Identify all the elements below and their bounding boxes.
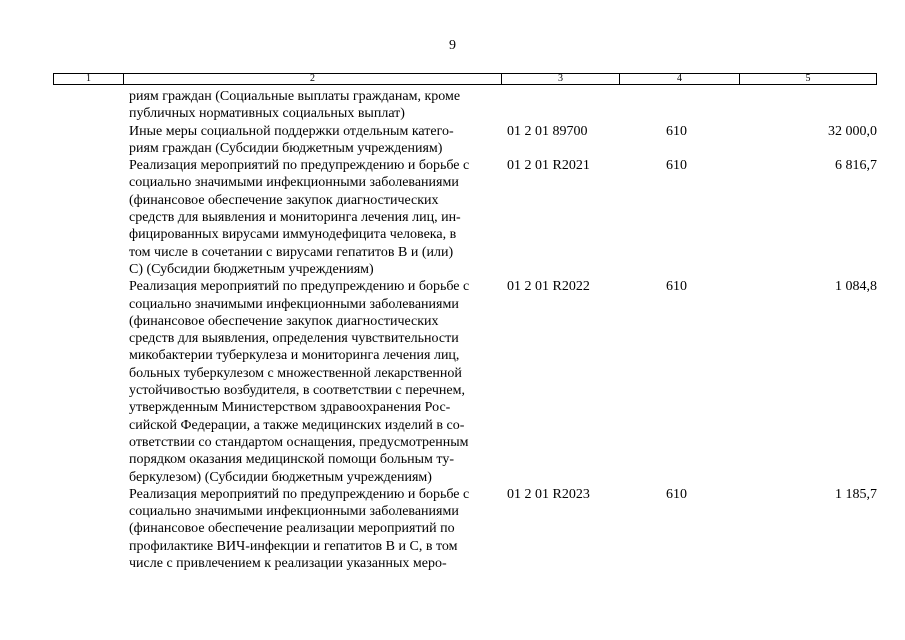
table-row <box>0 486 905 572</box>
description-line: (финансовое обеспечение реализации мероприятий по <box>129 521 455 537</box>
table-header <box>53 73 877 85</box>
description-line: средств для выявления и мониторинга лечения лиц, ин- <box>129 210 461 226</box>
description-line: средств для выявления, определения чувствительности <box>129 331 459 347</box>
row-description <box>129 88 501 123</box>
row-expense-type: 610 <box>666 123 687 139</box>
description-line: профилактике ВИЧ-инфекции и гепатитов В и С, в том <box>129 538 458 554</box>
description-line: микобактерии туберкулеза и мониторинга лечения лиц, <box>129 348 460 364</box>
row-amount: 6 816,7 <box>835 158 877 174</box>
description-line: устойчивостью возбудителя, в соответствии с перечнем, <box>129 383 465 399</box>
row-amount: 1 084,8 <box>835 279 877 295</box>
row-code: 01 2 01 R2021 <box>507 158 590 174</box>
description-line: публичных нормативных социальных выплат) <box>129 106 405 122</box>
column-header-4: 4 <box>620 74 740 84</box>
column-header-2: 2 <box>124 74 502 84</box>
description-line: социально значимыми инфекционными заболеваниями <box>129 504 459 520</box>
row-description <box>129 157 501 278</box>
row-code: 01 2 01 R2023 <box>507 486 590 502</box>
description-line: (финансовое обеспечение закупок диагностических <box>129 313 439 329</box>
table-body <box>0 88 905 572</box>
row-code: 01 2 01 89700 <box>507 123 588 139</box>
row-amount: 1 185,7 <box>835 486 877 502</box>
description-line: утвержденным Министерством здравоохранения Рос- <box>129 400 451 416</box>
description-line: ответствии со стандартом оснащения, предусмотренным <box>129 434 469 450</box>
description-line: социально значимыми инфекционными заболеваниями <box>129 296 459 312</box>
description-line: Реализация мероприятий по предупреждению и борьбе с <box>129 158 470 174</box>
description-line: риям граждан (Социальные выплаты гражданам, кроме <box>129 89 461 104</box>
description-line: Иные меры социальной поддержки отдельным катего- <box>129 123 454 139</box>
table-row <box>0 88 905 123</box>
description-line: социально значимыми инфекционными заболеваниями <box>129 175 459 191</box>
description-line: Реализация мероприятий по предупреждению и борьбе с <box>129 486 470 502</box>
row-expense-type: 610 <box>666 279 687 295</box>
table-row <box>0 278 905 486</box>
description-line: риям граждан (Субсидии бюджетным учреждениям) <box>129 140 443 156</box>
description-line: порядком оказания медицинской помощи больным ту- <box>129 452 455 468</box>
row-code: 01 2 01 R2022 <box>507 279 590 295</box>
column-header-1: 1 <box>54 74 124 84</box>
description-line: числе с привлечением к реализации указанных меро- <box>129 556 447 572</box>
description-line: том числе в сочетании с вирусами гепатитов В и (или) <box>129 244 454 260</box>
table-row <box>0 157 905 278</box>
table-row <box>0 123 905 158</box>
row-expense-type: 610 <box>666 158 687 174</box>
row-expense-type: 610 <box>666 486 687 502</box>
row-description <box>129 486 501 572</box>
column-header-5: 5 <box>805 73 811 84</box>
description-line: фицированных вирусами иммунодефицита человека, в <box>129 227 457 243</box>
description-line: беркулезом) (Субсидии бюджетным учреждениям) <box>129 469 432 485</box>
description-line: С) (Субсидии бюджетным учреждениям) <box>129 261 374 277</box>
description-line: Реализация мероприятий по предупреждению и борьбе с <box>129 279 470 295</box>
row-amount: 32 000,0 <box>828 123 877 139</box>
description-line: больных туберкулезом с множественной лекарственной <box>129 365 462 381</box>
description-line: сийской Федерации, а также медицинских изделий в со- <box>129 417 465 433</box>
column-header-3: 3 <box>502 74 620 84</box>
page-number: 9 <box>449 38 456 53</box>
row-description <box>129 278 501 486</box>
row-description <box>129 123 501 158</box>
description-line: (финансовое обеспечение закупок диагностических <box>129 192 439 208</box>
